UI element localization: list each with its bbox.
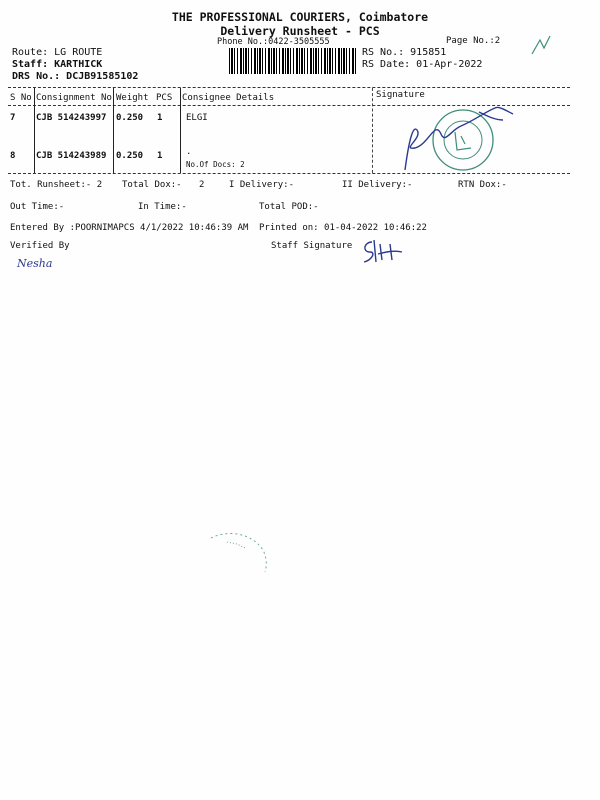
verified-by-label: Verified By bbox=[10, 241, 70, 251]
tot-runsheet: Tot. Runsheet:- 2 bbox=[10, 180, 103, 190]
row-weight: 0.250 bbox=[116, 113, 144, 123]
staff-signature-label: Staff Signature bbox=[271, 241, 353, 251]
row-consignee: . bbox=[186, 147, 192, 157]
header-sno: S No bbox=[10, 93, 32, 103]
col-divider bbox=[113, 88, 114, 173]
table-top-rule bbox=[8, 87, 570, 88]
drs-number: DRS No.: DCJB91585102 bbox=[12, 71, 139, 82]
header-pcs: PCS bbox=[156, 93, 173, 103]
entered-by: Entered By :POORNIMAPCS 4/1/2022 10:46:39 AM bbox=[10, 223, 249, 233]
total-dox-label: Total Dox:- bbox=[122, 180, 182, 190]
row-consignment: CJB 514243989 bbox=[36, 151, 107, 161]
phone-number: Phone No.:0422-3505555 bbox=[217, 37, 330, 47]
stamp-and-signature bbox=[395, 100, 525, 180]
total-dox-value: 2 bbox=[199, 180, 205, 190]
col-divider bbox=[34, 88, 35, 173]
page-number: Page No.:2 bbox=[446, 36, 501, 46]
row-pcs: 1 bbox=[157, 113, 163, 123]
rs-number: RS No.: 915851 bbox=[362, 47, 447, 58]
row-sno: 8 bbox=[10, 151, 16, 161]
row-docs-count: No.Of Docs: 2 bbox=[186, 160, 245, 169]
row-weight: 0.250 bbox=[116, 151, 144, 161]
i-delivery: I Delivery:- bbox=[229, 180, 295, 190]
header-consignee: Consignee Details bbox=[182, 93, 275, 103]
route: Route: LG ROUTE bbox=[12, 47, 103, 58]
printed-on: Printed on: 01-04-2022 10:46:22 bbox=[259, 223, 427, 233]
total-pod: Total POD:- bbox=[259, 202, 319, 212]
out-time: Out Time:- bbox=[10, 202, 65, 212]
handwritten-note: Nesha bbox=[17, 257, 53, 270]
staff-signature-scribble bbox=[360, 238, 405, 266]
in-time: In Time:- bbox=[138, 202, 187, 212]
rtn-dox: RTN Dox:- bbox=[458, 180, 507, 190]
header-signature: Signature bbox=[376, 90, 425, 100]
runsheet-subtitle: Delivery Runsheet - PCS bbox=[220, 24, 380, 38]
header-weight: Weight bbox=[116, 93, 149, 103]
barcode bbox=[229, 48, 357, 74]
header-consignment: Consignment No bbox=[36, 93, 112, 103]
row-pcs: 1 bbox=[157, 151, 163, 161]
row-consignee: ELGI bbox=[186, 113, 208, 123]
faint-stamp-imprint bbox=[205, 528, 275, 578]
row-sno: 7 bbox=[10, 113, 16, 123]
ii-delivery: II Delivery:- bbox=[342, 180, 413, 190]
corner-stamp-mark bbox=[530, 34, 552, 56]
rs-date: RS Date: 01-Apr-2022 bbox=[362, 59, 483, 70]
company-title: THE PROFESSIONAL COURIERS, Coimbatore bbox=[171, 10, 429, 24]
row-consignment: CJB 514243997 bbox=[36, 113, 107, 123]
staff-name: Staff: KARTHICK bbox=[12, 59, 103, 70]
col-divider bbox=[372, 88, 373, 173]
col-divider bbox=[180, 88, 181, 173]
